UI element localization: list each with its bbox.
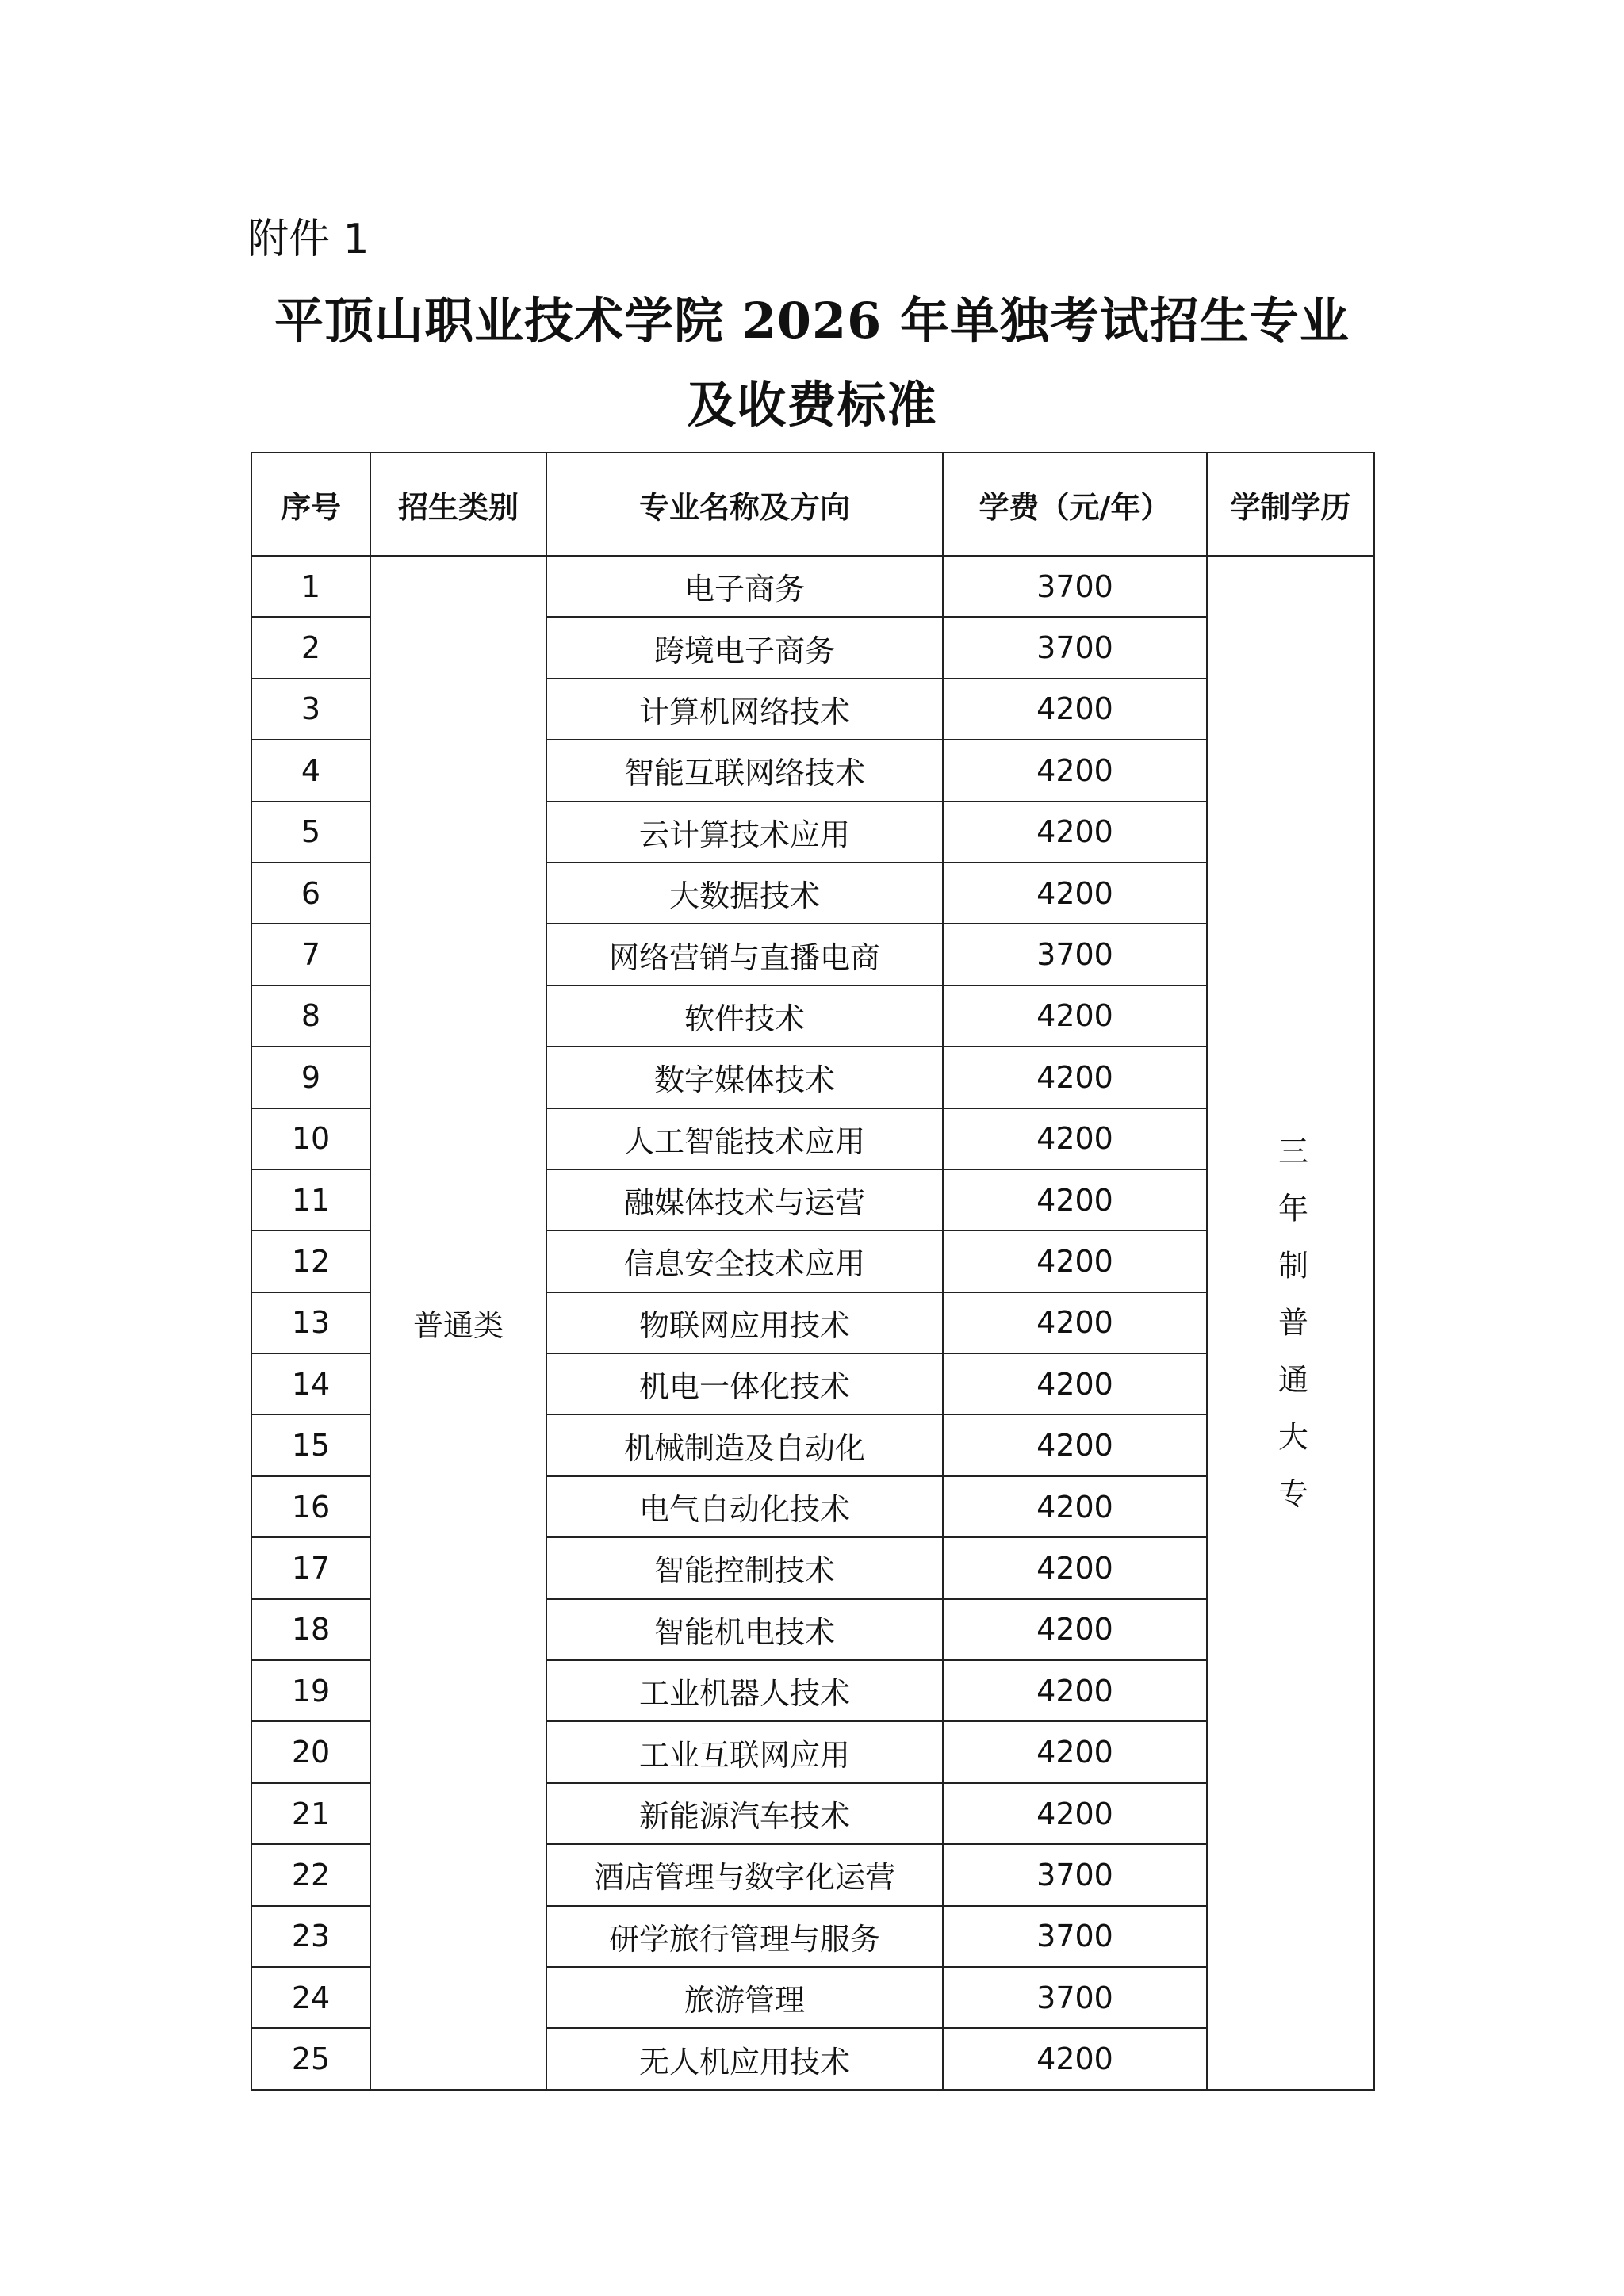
tuition-fee: 4200 [943,1599,1207,1660]
fee-table [251,452,1375,2091]
tuition-fee: 4200 [943,1108,1207,1169]
row-number: 8 [251,985,370,1047]
row-number: 23 [251,1906,370,1967]
row-number: 24 [251,1967,370,2028]
tuition-fee: 4200 [943,1292,1207,1353]
major-name: 信息安全技术应用 [546,1230,943,1292]
tuition-fee: 4200 [943,1721,1207,1782]
tuition-fee: 4200 [943,1353,1207,1414]
tuition-fee: 3700 [943,617,1207,678]
major-name: 电气自动化技术 [546,1476,943,1537]
header-education: 学制学历 [1207,453,1374,556]
row-number: 12 [251,1230,370,1292]
tuition-fee: 3700 [943,924,1207,985]
major-name: 工业机器人技术 [546,1660,943,1721]
row-number: 3 [251,679,370,740]
header-category: 招生类别 [370,453,546,556]
header-no: 序号 [251,453,370,556]
table-body [251,556,1374,2090]
page-title-line-2: 及收费标准 [687,376,937,434]
major-name: 计算机网络技术 [546,679,943,740]
page-title-line-1: 平顶山职业技术学院 2026 年单独考试招生专业 [274,292,1350,350]
tuition-fee: 3700 [943,556,1207,617]
row-number: 7 [251,924,370,985]
major-name: 网络营销与直播电商 [546,924,943,985]
major-name: 无人机应用技术 [546,2028,943,2089]
tuition-fee: 3700 [943,1967,1207,2028]
tuition-fee: 4200 [943,2028,1207,2089]
table-header-row [251,453,1374,556]
major-name: 云计算技术应用 [546,802,943,863]
major-name: 跨境电子商务 [546,617,943,678]
header-major: 专业名称及方向 [546,453,943,556]
row-number: 4 [251,740,370,801]
tuition-fee: 4200 [943,985,1207,1047]
attachment-label: 附件 1 [247,216,370,263]
tuition-fee: 4200 [943,1230,1207,1292]
row-number: 10 [251,1108,370,1169]
category-cell: 普通类 [370,556,546,2090]
tuition-fee: 3700 [943,1906,1207,1967]
tuition-fee: 4200 [943,1047,1207,1108]
tuition-fee: 4200 [943,1783,1207,1844]
table-row [251,556,1374,617]
row-number: 15 [251,1414,370,1475]
major-name: 数字媒体技术 [546,1047,943,1108]
major-name: 智能机电技术 [546,1599,943,1660]
row-number: 5 [251,802,370,863]
major-name: 融媒体技术与运营 [546,1169,943,1230]
education-label: 三年制普通大专 [1273,1135,1308,1535]
tuition-fee: 4200 [943,1414,1207,1475]
tuition-fee: 4200 [943,802,1207,863]
row-number: 22 [251,1844,370,1905]
row-number: 6 [251,863,370,924]
major-name: 工业互联网应用 [546,1721,943,1782]
major-name: 软件技术 [546,985,943,1047]
header-fee: 学费（元/年） [943,453,1207,556]
row-number: 16 [251,1476,370,1537]
row-number: 17 [251,1537,370,1598]
row-number: 11 [251,1169,370,1230]
major-name: 旅游管理 [546,1967,943,2028]
tuition-fee: 4200 [943,863,1207,924]
major-name: 大数据技术 [546,863,943,924]
row-number: 19 [251,1660,370,1721]
tuition-fee: 4200 [943,1476,1207,1537]
major-name: 研学旅行管理与服务 [546,1906,943,1967]
row-number: 13 [251,1292,370,1353]
major-name: 智能互联网络技术 [546,740,943,801]
major-name: 电子商务 [546,556,943,617]
tuition-fee: 4200 [943,1537,1207,1598]
row-number: 21 [251,1783,370,1844]
row-number: 1 [251,556,370,617]
row-number: 9 [251,1047,370,1108]
row-number: 25 [251,2028,370,2089]
row-number: 14 [251,1353,370,1414]
tuition-fee: 4200 [943,740,1207,801]
major-name: 智能控制技术 [546,1537,943,1598]
major-name: 物联网应用技术 [546,1292,943,1353]
tuition-fee: 4200 [943,1169,1207,1230]
major-name: 机电一体化技术 [546,1353,943,1414]
row-number: 2 [251,617,370,678]
row-number: 18 [251,1599,370,1660]
row-number: 20 [251,1721,370,1782]
tuition-fee: 4200 [943,1660,1207,1721]
major-name: 酒店管理与数字化运营 [546,1844,943,1905]
education-cell [1207,556,1374,2090]
major-name: 人工智能技术应用 [546,1108,943,1169]
tuition-fee: 4200 [943,679,1207,740]
tuition-fee: 3700 [943,1844,1207,1905]
major-name: 新能源汽车技术 [546,1783,943,1844]
major-name: 机械制造及自动化 [546,1414,943,1475]
